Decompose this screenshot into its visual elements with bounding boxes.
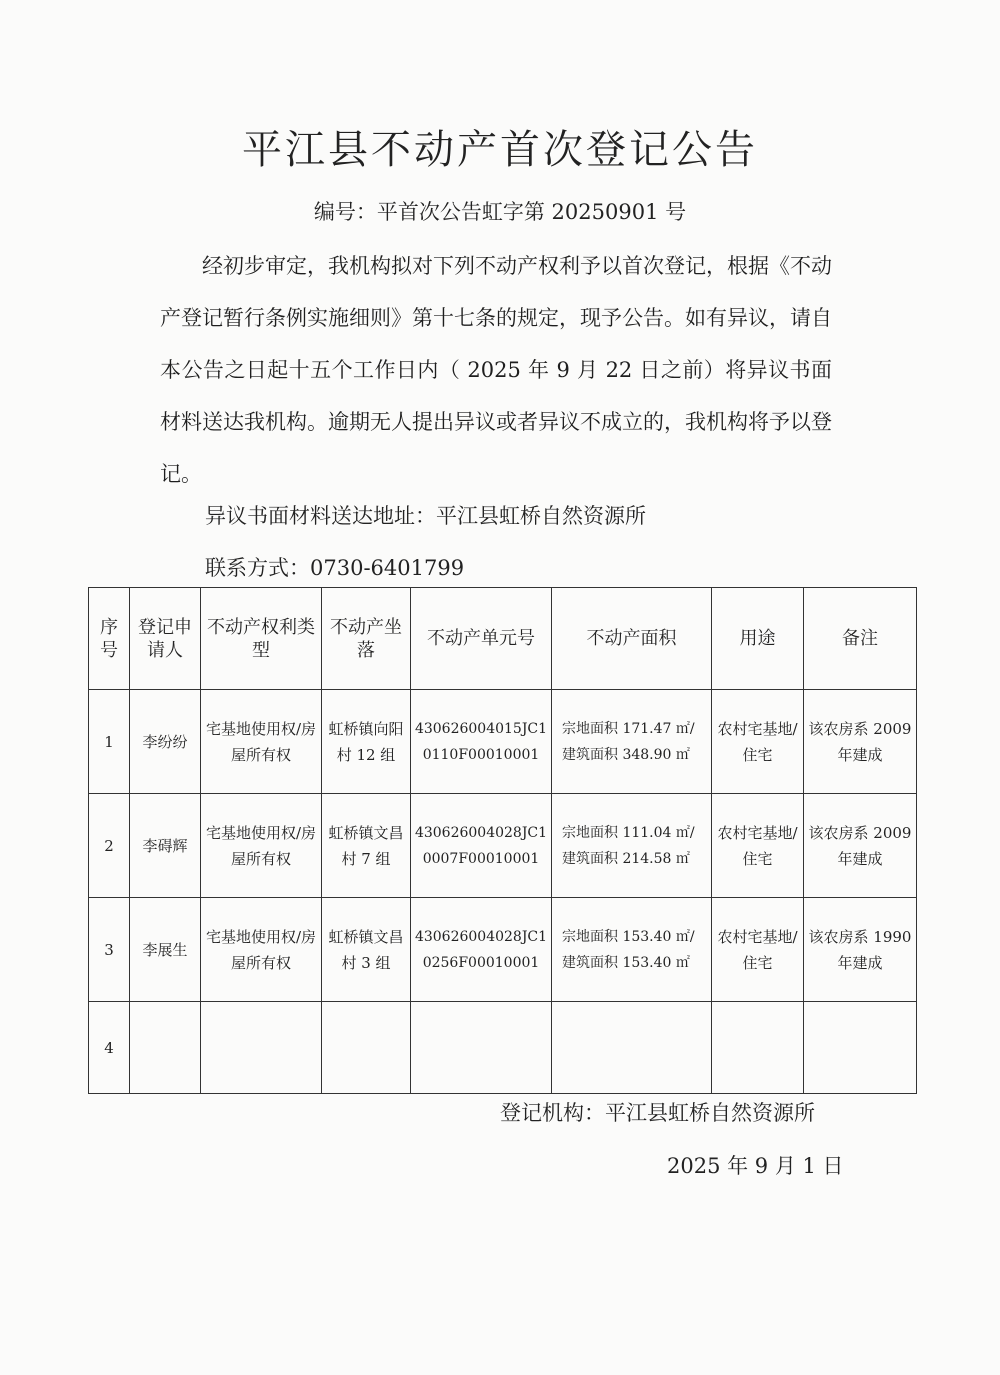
notice-body: 经初步审定，我机构拟对下列不动产权利予以首次登记，根据《不动产登记暂行条例实施细则》第十七条的规定，现予公告。如有异议，请自本公告之日起十五个工作日内（ 2025 年 9 月 22 日之前）将异议书面材料送达我机构。逾期无人提出异议或者异议不成立的，我机构将予以登记。 <box>160 254 832 486</box>
cell-right-type: 宅基地使用权/房屋所有权 <box>201 898 322 1002</box>
cell-usage: 农村宅基地/住宅 <box>712 794 804 898</box>
table-row <box>89 794 917 898</box>
cell-seq: 3 <box>89 898 130 1002</box>
cell-unit-no: 430626004015JC10110F00010001 <box>411 690 552 794</box>
objection-address: 异议书面材料送达地址：平江县虹桥自然资源所 <box>205 504 646 528</box>
header-usage: 用途 <box>712 588 804 690</box>
cell-seq: 1 <box>89 690 130 794</box>
cell-location: 虹桥镇向阳村 12 组 <box>322 690 411 794</box>
cell-right-type: 宅基地使用权/房屋所有权 <box>201 794 322 898</box>
cell-usage: 农村宅基地/住宅 <box>712 690 804 794</box>
cell-unit-no: 430626004028JC10256F00010001 <box>411 898 552 1002</box>
cell-remark: 该农房系 1990 年建成 <box>804 898 917 1002</box>
cell-area: 宗地面积 153.40 ㎡/建筑面积 153.40 ㎡ <box>552 898 712 1002</box>
cell-unit-no: 430626004028JC10007F00010001 <box>411 794 552 898</box>
cell-seq: 4 <box>89 1002 130 1094</box>
cell-area <box>552 1002 712 1094</box>
header-applicant: 登记申请人 <box>130 588 201 690</box>
signature-organization: 登记机构：平江县虹桥自然资源所 <box>500 1101 815 1125</box>
cell-remark <box>804 1002 917 1094</box>
cell-right-type: 宅基地使用权/房屋所有权 <box>201 690 322 794</box>
cell-area: 宗地面积 171.47 ㎡/建筑面积 348.90 ㎡ <box>552 690 712 794</box>
registration-table <box>88 587 917 1094</box>
cell-right-type <box>201 1002 322 1094</box>
header-area: 不动产面积 <box>552 588 712 690</box>
document-number: 编号：平首次公告虹字第 20250901 号 <box>313 200 687 224</box>
header-seq: 序号 <box>89 588 130 690</box>
cell-usage <box>712 1002 804 1094</box>
cell-applicant: 李纷纷 <box>130 690 201 794</box>
cell-area: 宗地面积 111.04 ㎡/建筑面积 214.58 ㎡ <box>552 794 712 898</box>
header-right-type: 不动产权利类型 <box>201 588 322 690</box>
cell-remark: 该农房系 2009 年建成 <box>804 690 917 794</box>
table-row <box>89 1002 917 1094</box>
cell-location <box>322 1002 411 1094</box>
cell-seq: 2 <box>89 794 130 898</box>
cell-applicant <box>130 1002 201 1094</box>
header-unit-no: 不动产单元号 <box>411 588 552 690</box>
contact-info: 联系方式：0730-6401799 <box>205 556 465 580</box>
table-header-row <box>89 588 917 690</box>
cell-location: 虹桥镇文昌村 3 组 <box>322 898 411 1002</box>
page-title: 平江县不动产首次登记公告 <box>242 127 758 173</box>
signature-date: 2025 年 9 月 1 日 <box>667 1154 844 1178</box>
cell-unit-no <box>411 1002 552 1094</box>
cell-applicant: 李展生 <box>130 898 201 1002</box>
cell-location: 虹桥镇文昌村 7 组 <box>322 794 411 898</box>
cell-usage: 农村宅基地/住宅 <box>712 898 804 1002</box>
header-location: 不动产坐落 <box>322 588 411 690</box>
header-remark: 备注 <box>804 588 917 690</box>
cell-remark: 该农房系 2009 年建成 <box>804 794 917 898</box>
table-row <box>89 690 917 794</box>
table-row <box>89 898 917 1002</box>
cell-applicant: 李碍辉 <box>130 794 201 898</box>
